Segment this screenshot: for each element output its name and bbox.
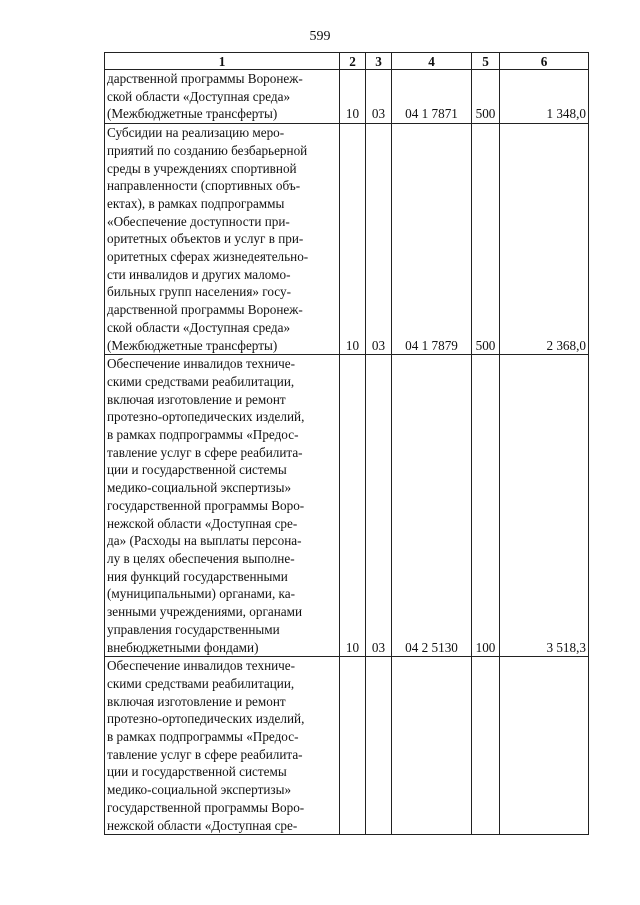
row-subsection-code [366, 657, 392, 835]
row-subsection-code: 03 [366, 70, 392, 124]
row-subsection-code: 03 [366, 355, 392, 657]
row-section-code: 10 [340, 355, 366, 657]
row-target-article [392, 657, 472, 835]
table-row [105, 355, 589, 657]
row-target-article: 04 1 7879 [392, 124, 472, 355]
row-subsection-code: 03 [366, 124, 392, 355]
header-col-3: 3 [366, 53, 392, 70]
budget-table [104, 52, 589, 835]
row-amount: 2 368,0 [500, 124, 589, 355]
table-row [105, 657, 589, 835]
header-col-1: 1 [105, 53, 340, 70]
row-section-code [340, 657, 366, 835]
row-expense-type: 500 [472, 70, 500, 124]
row-section-code: 10 [340, 70, 366, 124]
row-description: Субсидии на реализацию меро- приятий по созданию безбарьерной среды в учреждениях спортивной направленности (спортивных объ- ектах), в рамках подпрограммы «Обеспечение доступности при- оритетных объектов и услуг в при- оритетных сферах жизнедеятельно- сти инвалидов и других маломо- бильных групп населения» госу- дарственной программы Воронеж- ской области «Доступная среда» (Межбюджетные трансферты) [105, 124, 340, 355]
row-amount [500, 657, 589, 835]
header-row [105, 53, 589, 70]
header-col-4: 4 [392, 53, 472, 70]
row-expense-type: 500 [472, 124, 500, 355]
row-description: Обеспечение инвалидов техниче- скими средствами реабилитации, включая изготовление и ремонт протезно-ортопедических изделий, в рамках подпрограммы «Предос- тавление услуг в сфере реабилита- ции и государственной системы медико-социальной экспертизы» государственной программы Воро- нежской области «Доступная сре- [105, 657, 340, 835]
row-target-article: 04 1 7871 [392, 70, 472, 124]
row-amount: 1 348,0 [500, 70, 589, 124]
row-expense-type [472, 657, 500, 835]
header-col-6: 6 [500, 53, 589, 70]
row-target-article: 04 2 5130 [392, 355, 472, 657]
page-number: 599 [309, 29, 331, 44]
row-description: дарственной программы Воронеж- ской области «Доступная среда» (Межбюджетные трансферты) [105, 70, 340, 124]
table-row [105, 70, 589, 124]
row-description: Обеспечение инвалидов техниче- скими средствами реабилитации, включая изготовление и ремонт протезно-ортопедических изделий, в рамках подпрограммы «Предос- тавление услуг в сфере реабилита- ции и государственной системы медико-социальной экспертизы» государственной программы Воро- нежской области «Доступная сре- да» (Расходы на выплаты персона- лу в целях обеспечения выполне- ния функций государственными (муниципальными) органами, ка- зенными учреждениями, органами управления государственными внебюджетными фондами) [105, 355, 340, 657]
table-row [105, 124, 589, 355]
row-amount: 3 518,3 [500, 355, 589, 657]
header-col-5: 5 [472, 53, 500, 70]
row-section-code: 10 [340, 124, 366, 355]
header-col-2: 2 [340, 53, 366, 70]
row-expense-type: 100 [472, 355, 500, 657]
